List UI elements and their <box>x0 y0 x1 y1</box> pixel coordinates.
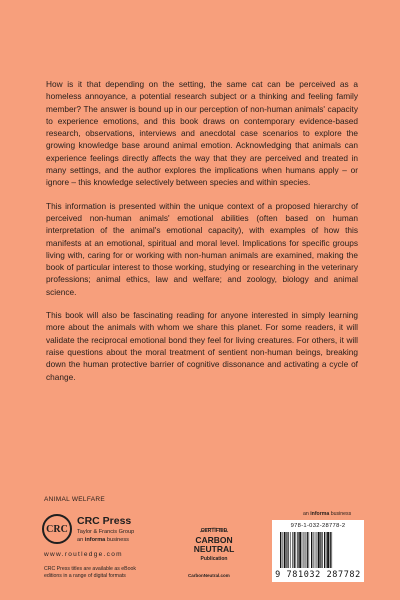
barcode-bar <box>315 532 316 568</box>
carbon-neutral-line2: NEUTRAL <box>193 544 235 554</box>
barcode-bar <box>305 532 306 568</box>
subject-category: ANIMAL WELFARE <box>44 496 106 503</box>
informa-tag-suffix: business <box>329 511 352 517</box>
publisher-name: CRC Press <box>77 515 132 527</box>
informa-tag-prefix: an <box>303 511 311 517</box>
barcode-bar <box>292 532 293 568</box>
barcode-digits: 9 781032 287782 <box>275 570 361 580</box>
barcode-bar <box>327 532 329 568</box>
publisher-group: Taylor & Francis Group <box>77 529 135 535</box>
barcode-bar <box>304 532 305 568</box>
carbon-neutral-url: CarbonNeutral.com <box>188 573 230 578</box>
barcode-bar <box>309 532 310 568</box>
publisher-tag-prefix: an <box>77 537 85 543</box>
barcode-bar <box>330 532 331 568</box>
barcode-bar <box>280 532 281 568</box>
barcode-bar <box>322 532 323 568</box>
barcode-bar <box>318 532 320 568</box>
back-cover-blurb <box>46 78 358 394</box>
barcode-bar <box>324 532 325 568</box>
barcode-bar <box>290 532 291 568</box>
barcode-bar <box>302 532 303 568</box>
barcode-bars <box>280 532 360 568</box>
informa-business-tag <box>303 511 351 517</box>
barcode-bar <box>294 532 295 568</box>
barcode-bar <box>313 532 314 568</box>
barcode-bar <box>286 532 287 568</box>
carbon-neutral-line1: CARBON <box>195 535 233 545</box>
blurb-paragraph-2: This information is presented within the unique context of a proposed hierarchy of perceived non-human animals' emotional abilities (often based on human interpretation of the animal's emotional capacity), with examples of how this manifests at an emotional, spiritual and moral level. Implications for specific groups living with, caring for or working with non-human animals are examined, making the book of particular interest to those working, studying or researching in the veterinary professions; animal ethics, law and welfare; and zoology, biology and animal science. <box>46 200 358 297</box>
barcode-bar <box>299 532 301 568</box>
barcode-bar <box>296 532 297 568</box>
isbn-barcode <box>272 520 364 582</box>
carbon-neutral-certified: CERTIFIED <box>200 528 228 534</box>
publisher-tag-brand: informa <box>84 537 106 543</box>
barcode-bar <box>284 532 286 568</box>
barcode-bar <box>307 532 308 568</box>
barcode-bar <box>320 532 321 568</box>
crc-logo-icon <box>42 514 72 544</box>
barcode-bar <box>282 532 283 568</box>
barcode-bar <box>326 532 327 568</box>
blurb-paragraph-3: This book will also be fascinating reading for anyone interested in simply learning more about the animals with whom we share this planet. For some readers, it will validate the reciprocal emotional bond they feel for living creatures. For others, it will raise questions about the moral treatment of sentient non-human beings, breaking down the human protective barrier of cognitive dissonance and activating a cycle of change. <box>46 310 358 382</box>
barcode-bar <box>297 532 298 568</box>
ebook-availability-note: CRC Press titles are available as eBook editions in a range of digital formats <box>44 566 136 579</box>
barcode-bar <box>311 532 312 568</box>
publisher-website: www.routledge.com <box>44 551 123 558</box>
carbon-neutral-publication: Publication <box>200 556 228 562</box>
barcode-bar <box>287 532 288 568</box>
informa-tag-brand: informa <box>310 511 330 517</box>
blurb-paragraph-1: How is it that depending on the setting, the same cat can be perceived as a homeless annoyance, a potential research subject or a thinking and feeling family member? The answer is bound up in our perception of non-human animals' capacity to experience emotions, and this book draws on contemporary evidence-based research, observations, interviews and anecdotal case scenarios to explore the growing knowledge base around animal emotion. Acknowledging that animals can experience feelings directly affects the way that they are perceived and treated in many settings, and the author explores the implications when humans apply – or ignore – this knowledge selectively between species and within species. <box>46 79 358 188</box>
publisher-tag-suffix: business <box>105 537 129 543</box>
barcode-bar <box>331 532 332 568</box>
publisher-business-tag <box>77 537 129 543</box>
carbon-neutral-logo-icon <box>190 522 238 570</box>
isbn-number: 978-1-032-28778-2 <box>290 523 346 529</box>
crc-logo-text: CRC <box>46 523 68 535</box>
barcode-bar <box>317 532 318 568</box>
